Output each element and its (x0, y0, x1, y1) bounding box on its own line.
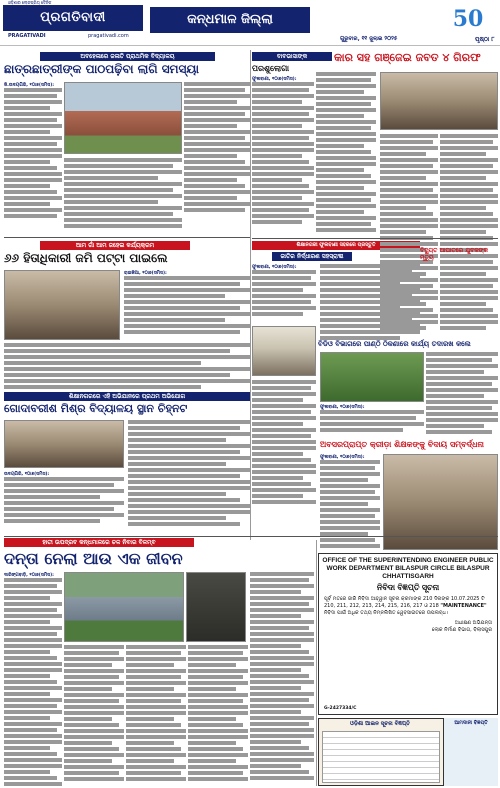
land-patta-distribution-photo (4, 270, 120, 340)
story8-headline: ବିଦ୍ୟୁତ ଆଘାତରେ ଯୁବକଙ୍କ ମୃତ୍ୟୁ (420, 247, 489, 261)
school-site-photo (4, 420, 124, 468)
story6-byline: ଉଦୟଗିରି, ୧୦ା୭(ସମିସ): (4, 472, 50, 477)
column-rule (250, 50, 251, 540)
elephant-area-photo (64, 572, 184, 642)
story9-column-2 (64, 645, 124, 786)
story2-byline: ରାଇକିଆ, ୧୦ା୭(ସମିସ): (124, 271, 167, 276)
story7-byline: ଫୁଲବାଣୀ, ୧୦ା୭(ସମିସ): (320, 455, 365, 460)
dateline: ଗୁରୁବାର, ୧୧ ଜୁଲାଇ ୨୦୨୫ (340, 36, 398, 42)
masthead-tagline: ଓଡ଼ିଶାର ଲୋକପ୍ରିୟ ଦୈନିକ (8, 0, 52, 5)
event-hall-photo (252, 326, 316, 376)
seized-ganja-photo (380, 72, 498, 130)
story9-column-3 (126, 645, 186, 786)
story3-byline: ଫୁଲବାଣୀ, ୧୦ା୭(ସମିସ): (252, 265, 297, 270)
story1-column-3 (64, 158, 182, 232)
masthead-logo-latin: PRAGATIVADI (8, 33, 46, 39)
school-building-photo (64, 82, 182, 154)
story4-column-4 (440, 134, 498, 336)
story3-column (252, 264, 316, 324)
column-rule (316, 540, 317, 786)
story7-headline: ଅବସରପ୍ରାପ୍ତ କ୍ରୀଡ଼ା ଶିକ୍ଷକଙ୍କୁ ବିଦାୟ ସମ୍ବର୍ଦ୍ଧନା (320, 440, 484, 449)
notice-body (319, 593, 497, 620)
story5-column (426, 352, 498, 436)
story4-column-2 (316, 72, 376, 236)
notice-keyword: "MAINTENANCE" (440, 603, 487, 609)
story5-headline: ବିଡିଓ ବିଭାଗରେ ପାଣ୍ଠି ଠିକଣାରେ କାର୍ଯ୍ୟ ତଦାରଖ କଲେ (318, 340, 471, 348)
notice-body-text-2: ନିବିଦା ପାଇଁ ଅଧିକ ତଥ୍ୟ ନିମ୍ନଲିଖିତ ୱେବସାଇଟରେ ଉପଲବ୍ଧ। (324, 610, 449, 616)
masthead (0, 0, 500, 46)
story6-column-2 (128, 420, 250, 533)
story6-column (4, 471, 124, 533)
story2-column (124, 270, 250, 340)
rule (4, 237, 250, 238)
story3-sub: ଜାତିର ନିର୍ଦ୍ଧାରଣ ସହସ୍ରାବ୍ଦୀ (272, 252, 352, 261)
story5-column-2 (320, 404, 424, 436)
story1-column (4, 82, 62, 232)
edition-title: କନ୍ଧମାଳ ଜିଲ୍ଲା (150, 7, 310, 33)
masthead-url: pragativadi.com (88, 33, 129, 39)
story9-column-5 (250, 572, 314, 786)
story1-headline: ଛାତ୍ରଛାତ୍ରୀଙ୍କ ପାଠପଢ଼ିବା ଲାଗି ସମସ୍ୟା (4, 62, 199, 76)
story5-byline: ଫୁଲବାଣୀ, ୧୦ା୭(ସମିସ): (320, 405, 365, 410)
story4-headline: କାର ସହ ଗଞ୍ଜେଇ ଜବତ ୪ ଗିରଫ (334, 51, 481, 64)
notice-office: ଲୋକ ନିର୍ମାଣ ବିଭାଗ, ବିଲାସପୁର (431, 627, 492, 633)
legal-ad-table (322, 731, 440, 783)
story3-kicker: ଶିକ୍ଷାନଗରୀ ଫୁଲବାଣୀ ସହରରେ ପ୍ରସ୍ତୁତି (252, 241, 420, 250)
story4-column (252, 76, 314, 236)
bdo-inspection-photo (320, 352, 424, 402)
rule (252, 238, 498, 239)
story4-kicker: ବାବଭାସାଙ୍କ (252, 52, 332, 61)
story2-headline: ୬୬ ହିତାଧିକାରୀ ଜମି ପଟ୍ଟା ପାଇଲେ (4, 251, 168, 265)
story1-column-2 (184, 82, 250, 232)
story9-headline: ଦନ୍ତା ନେଲା ଆଉ ଏକ ଜୀବନ (4, 549, 183, 568)
notice-ref: G-2427334/C (324, 706, 357, 711)
anniversary-logo: 50 (452, 6, 484, 32)
side-ad (443, 718, 498, 786)
masthead-logo: ପ୍ରଗତିବାଦୀ (3, 5, 143, 31)
rule (4, 536, 498, 537)
story9-kicker: ହାତୀ ଉପଦ୍ରବ କନ୍ଧମାଳରେ ଚଳ ନିବାର ବିଳମ୍ବ (4, 538, 194, 547)
story3-column-2 (252, 380, 316, 530)
story2-body (4, 343, 250, 391)
story9-byline: ଦାରିଙ୍ଗବାଡ଼ି, ୧୦ା୭(ସମିସ): (4, 573, 54, 578)
story9-column (4, 572, 62, 786)
story4-sub: ପରଶୁଲୋଗା (252, 64, 290, 73)
victim-photo (186, 572, 246, 642)
story6-headline: ଗୋଦାବରୀଶ ମିଶ୍ର ବିଦ୍ୟାଳୟ ସ୍ଥାନ ଚିହ୍ନଟ (4, 402, 188, 415)
story1-kicker: ଅବହେଳାରେ ଜଳାତି ପ୍ରାଥମିକ ବିଦ୍ୟାଳୟ (40, 52, 215, 61)
story2-kicker: ଆମ ଗାଁ ଆମ ଜହେଇ କର୍ଯ୍ୟକ୍ରମ (40, 241, 190, 250)
story4-byline: ଫୁଲବାଣୀ, ୧୦ା୭(ସମିସ): (252, 77, 297, 82)
notice-body-text: ପୂର୍ବ ମତରେ ଜାରି ନିବିଦା ଆହ୍ୱାନ ସୂଚନା କ୍ରମାଙ୍କ 210 ଦିନାଙ୍କ 10.07.2025 ଟି 210, 211, 212, 213, 214, 215, 216, 217 ଓ 218 (324, 596, 485, 609)
legal-ad-title: ଓଡ଼ିଶା ଆଇନ ସୂଚନା ବିଜ୍ଞପ୍ତି (350, 721, 410, 727)
notice-office-title: OFFICE OF THE SUPERINTENDING ENGINEER PUBLIC WORK DEPARTMENT BILASPUR CIRCLE BILASPUR CHHATTISGARH (322, 557, 494, 580)
notice-subtitle: ନିବିଦା ବିଜ୍ଞପ୍ତି ସୂଚନା (376, 583, 440, 592)
story4-column-3 (380, 134, 438, 336)
tender-notice (318, 553, 498, 715)
side-ad-title: ଆମଦାନୀ ବିଜ୍ଞପ୍ତି (454, 720, 488, 726)
story6-kicker: ଶିକ୍ଷାନଗରରେ ଏହି ଅଭିଯାନରେ ପ୍ରଥମ ଅଭିଯୋଗ (4, 392, 250, 401)
story1-byline: ଜି.ଉଦୟଗିରି, ୧୦ା୭(ସମିସ): (4, 83, 55, 88)
notice-signatory: ଅଧୀକ୍ଷଣ ଅଭିଯନ୍ତା (454, 620, 492, 626)
story9-column-4 (188, 645, 248, 786)
page-number: ପୃଷ୍ଠା ୮ (475, 36, 495, 43)
notice-signature (319, 620, 497, 637)
